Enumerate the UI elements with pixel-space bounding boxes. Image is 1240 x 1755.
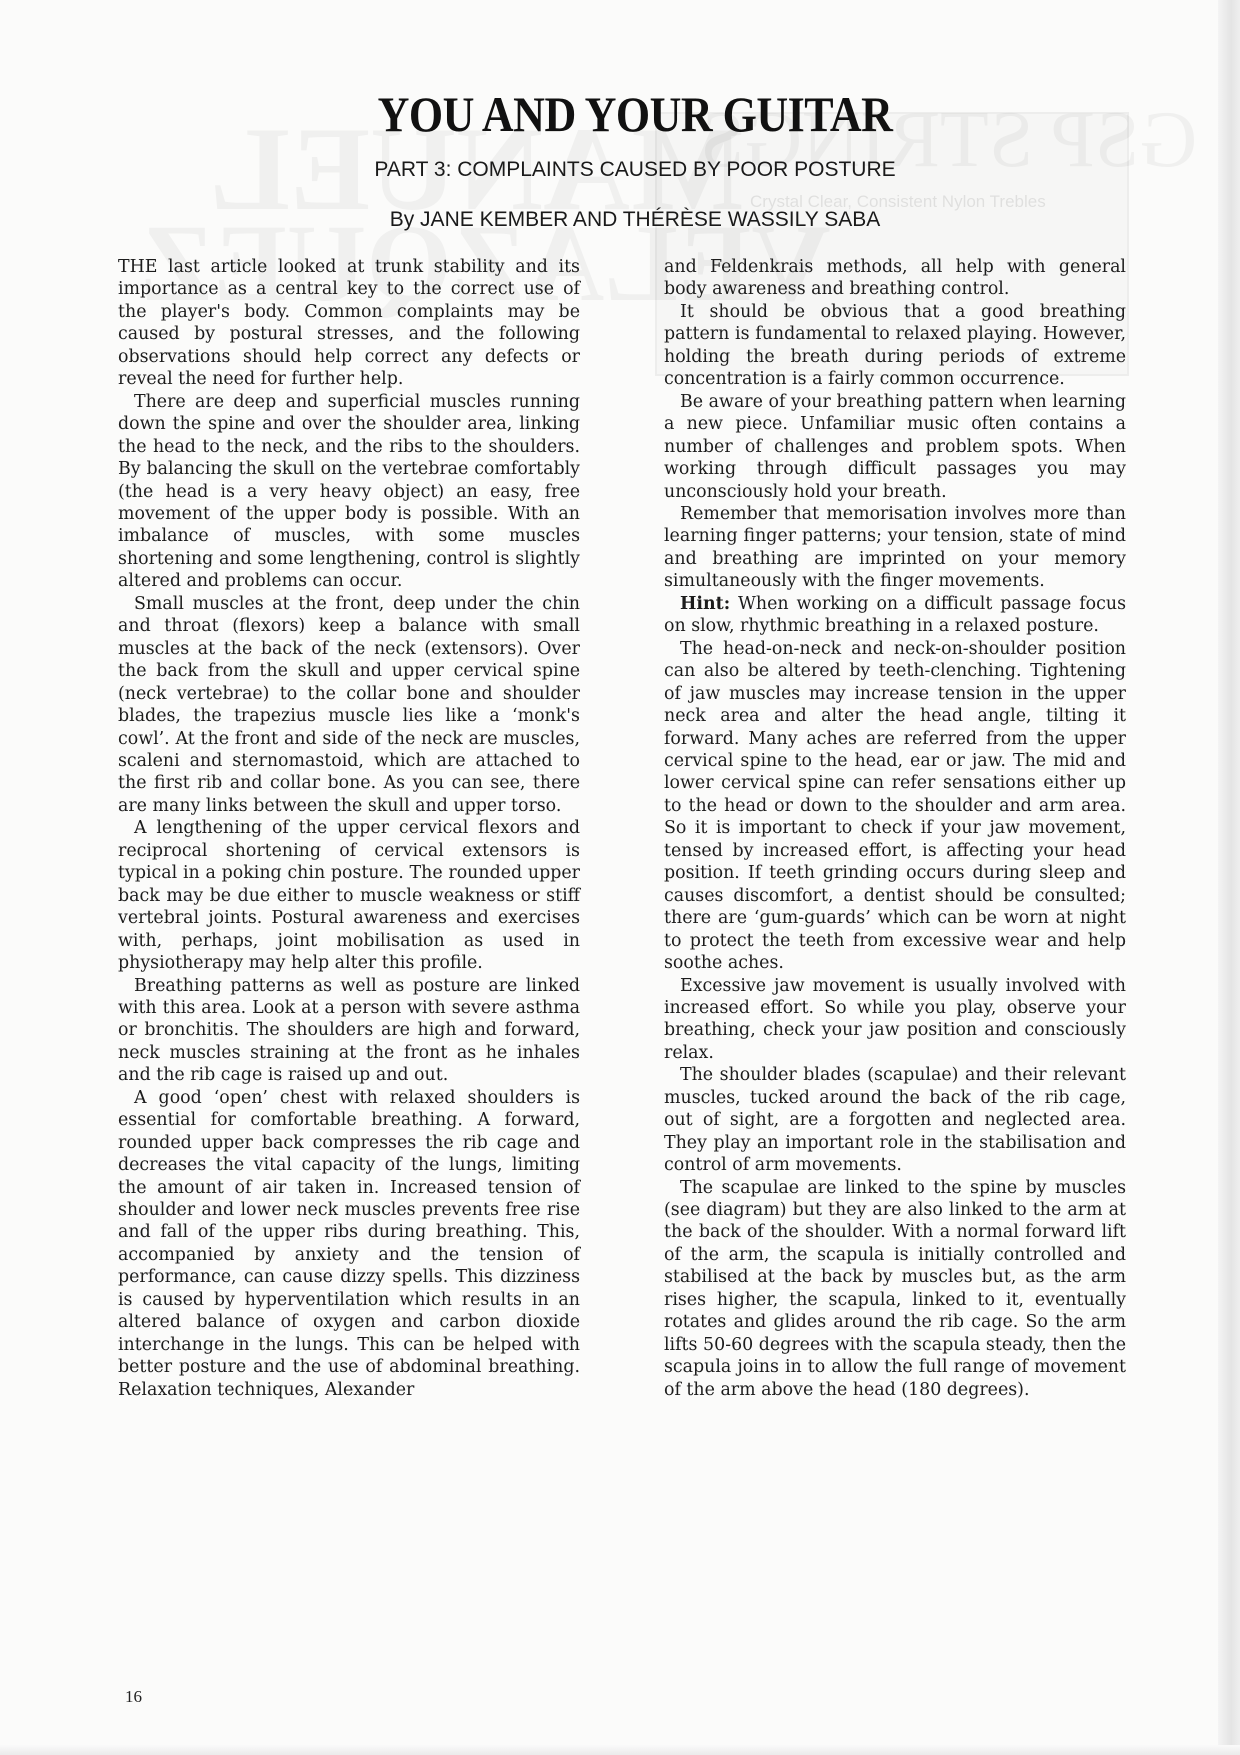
paragraph: Breathing patterns as well as posture are linked with this area. Look at a person with severe asthma or bronchitis. The shoulders are high and forward, neck muscles straining at the front as he inhales and the rib cage is raised up and out. — [118, 975, 580, 1086]
page-edge-shadow — [1218, 0, 1240, 1755]
page-number: 16 — [125, 1687, 142, 1706]
paragraph: A good ‘open’ chest with relaxed shoulders is essential for comfortable breathing. A forward, rounded upper back compresses the rib cage and decreases the vital capacity of the lungs, limiting the amount of air taken in. Increased tension of shoulder and lower neck muscles prevents free rise and fall of the upper ribs during breathing. This, accompanied by anxiety and the tension of performance, can cause dizzy spells. This dizziness is caused by hyperventilation which results in an altered balance of oxygen and carbon dioxide interchange in the lungs. This can be helped with better posture and the use of abdominal breathing. Relaxation techniques, Alexander — [118, 1087, 580, 1400]
page-bottom-shadow — [0, 1745, 1240, 1755]
hint-label: Hint: — [680, 593, 731, 614]
paragraph: The shoulder blades (scapulae) and their relevant muscles, tucked around the back of the rib cage, out of sight, are a forgotten and neglected area. They play an important role in the stabilisation and control of arm movements. — [664, 1065, 1126, 1176]
article-byline: By JANE KEMBER AND THÉRÈSE WASSILY SABA — [389, 208, 881, 231]
article-subtitle: PART 3: COMPLAINTS CAUSED BY POOR POSTURE — [374, 158, 896, 181]
right-column — [664, 256, 1126, 1401]
left-column — [118, 256, 580, 1401]
paragraph: THE last article looked at trunk stability and its importance as a central key to the correct use of the player's body. Common complaints may be caused by postural stresses, and the following observations should help correct any defects or reveal the need for further help. — [118, 257, 580, 390]
paragraph: It should be obvious that a good breathing pattern is fundamental to relaxed playing. However, holding the breath during periods of extreme concentration is a fairly common occurrence. — [664, 301, 1126, 390]
paragraph: A lengthening of the upper cervical flexors and reciprocal shortening of cervical extensors is typical in a poking chin posture. The rounded upper back may be due either to muscle weakness or stiff vertebral joints. Postural awareness and exercises with, perhaps, joint mobilisation as used in physiotherapy may help alter this profile. — [118, 818, 580, 974]
paragraph: Be aware of your breathing pattern when learning a new piece. Unfamiliar music often contains a number of challenges and problem spots. When working through difficult passages you may unconsciously hold your breath. — [664, 391, 1126, 502]
hint-paragraph — [664, 593, 1126, 638]
paragraph: Excessive jaw movement is usually involved with increased effort. So while you play, observe your breathing, check your jaw position and consciously relax. — [664, 975, 1126, 1063]
paragraph: Remember that memorisation involves more than learning finger patterns; your tension, state of mind and breathing are imprinted on your memory simultaneously with the finger movements. — [664, 503, 1126, 592]
article-title: YOU AND YOUR GUITAR — [377, 87, 893, 142]
paragraph: and Feldenkrais methods, all help with general body awareness and breathing control. — [664, 257, 1126, 300]
paragraph: The head-on-neck and neck-on-shoulder position can also be altered by teeth-clenching. Tightening of jaw muscles may increase tension in the upper neck area and alter the head angle, tilting it forward. Many aches are referred from the upper cervical spine to the head, ear or jaw. The mid and lower cervical spine can refer sensations either up to the head or down to the shoulder and arm area. So it is important to check if your jaw movement, tensed by increased effort, is affecting your head position. If teeth grinding occurs during sleep and causes discomfort, a dentist should be consulted; there are ‘gum-guards’ which can be worn at night to protect the teeth from excessive wear and help soothe aches. — [664, 638, 1126, 974]
bleed-through-text: Crystal Clear, Consistent Nylon Trebles — [750, 192, 1046, 211]
paragraph: Small muscles at the front, deep under the chin and throat (flexors) keep a balance with small muscles at the back of the neck (extensors). Over the back from the skull and upper cervical spine (neck vertebrae) to the collar bone and shoulder blades, the trapezius muscle lies like a ‘monk's cowl’. At the front and side of the neck are muscles, scaleni and sternomastoid, which are attached to the first rib and collar bone. As you can see, there are many links between the skull and upper torso. — [118, 593, 580, 816]
hint-text: When working on a difficult passage focus on slow, rhythmic breathing in a relaxed posture. — [664, 593, 1126, 637]
paragraph: The scapulae are linked to the spine by muscles (see diagram) but they are also linked to the arm at the back of the shoulder. With a normal forward lift of the arm, the scapula is initially controlled and stabilised at the back by muscles but, as the arm rises higher, the scapula, linked to it, eventually rotates and glides around the rib cage. So the arm lifts 50-60 degrees with the scapula steady, then the scapula joins in to allow the full range of movement of the arm above the head (180 degrees). — [664, 1177, 1126, 1400]
paragraph: There are deep and superficial muscles running down the spine and over the shoulder area, linking the head to the neck, and the ribs to the shoulders. By balancing the skull on the vertebrae comfortably (the head is a very heavy object) an easy, free movement of the upper body is possible. With an imbalance of muscles, with some muscles shortening and some lengthening, control is slightly altered and problems can occur. — [118, 391, 580, 592]
